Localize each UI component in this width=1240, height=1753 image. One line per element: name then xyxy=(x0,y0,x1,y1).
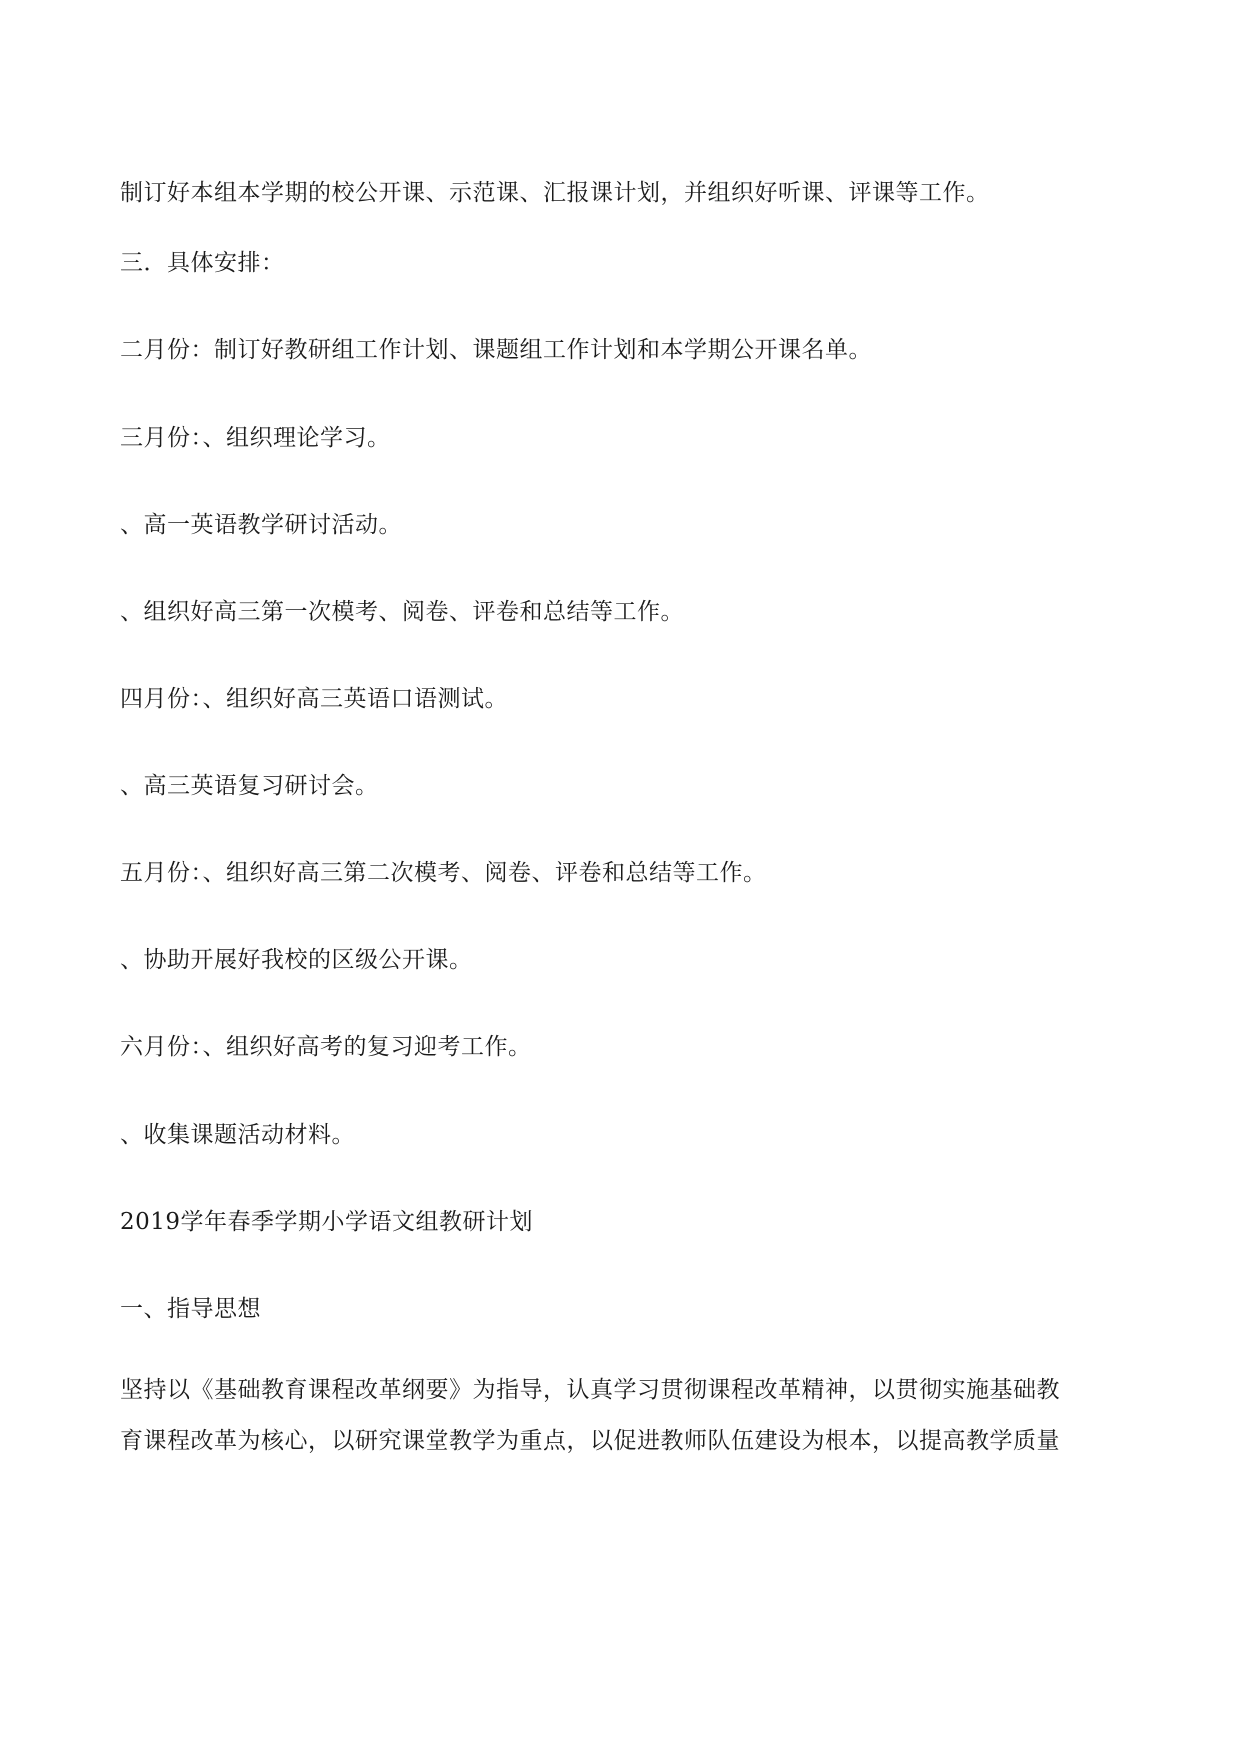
text-line-april-2: 、高三英语复习研讨会。 xyxy=(120,773,379,799)
text-line-march: 三月份：、组织理论学习。 xyxy=(120,425,391,451)
paragraph-line-1: 坚持以《基础教育课程改革纲要》为指导，认真学习贯彻课程改革精神，以贯彻实施基础教 xyxy=(120,1377,1060,1403)
text-line-april: 四月份：、组织好高三英语口语测试。 xyxy=(120,686,508,712)
text-line-february: 二月份：制订好教研组工作计划、课题组工作计划和本学期公开课名单。 xyxy=(120,337,872,363)
document-title: 2019学年春季学期小学语文组教研计划 xyxy=(120,1209,534,1235)
paragraph-line-2: 育课程改革为核心，以研究课堂教学为重点，以促进教师队伍建设为根本，以提高教学质量 xyxy=(120,1428,1060,1454)
text-line-may: 五月份：、组织好高三第二次模考、阅卷、评卷和总结等工作。 xyxy=(120,860,767,886)
text-line-march-3: 、组织好高三第一次模考、阅卷、评卷和总结等工作。 xyxy=(120,599,684,625)
text-line-june: 六月份：、组织好高考的复习迎考工作。 xyxy=(120,1034,532,1060)
text-line-june-2: 、收集课题活动材料。 xyxy=(120,1122,355,1148)
text-line-1: 制订好本组本学期的校公开课、示范课、汇报课计划，并组织好听课、评课等工作。 xyxy=(120,180,990,206)
text-line-may-2: 、协助开展好我校的区级公开课。 xyxy=(120,947,473,973)
text-line-march-2: 、高一英语教学研讨活动。 xyxy=(120,512,402,538)
section-heading-arrangement: 三．具体安排： xyxy=(120,250,285,276)
paragraph-guiding-ideology xyxy=(120,1365,1130,1467)
section-heading-guiding-ideology: 一、指导思想 xyxy=(120,1296,261,1322)
